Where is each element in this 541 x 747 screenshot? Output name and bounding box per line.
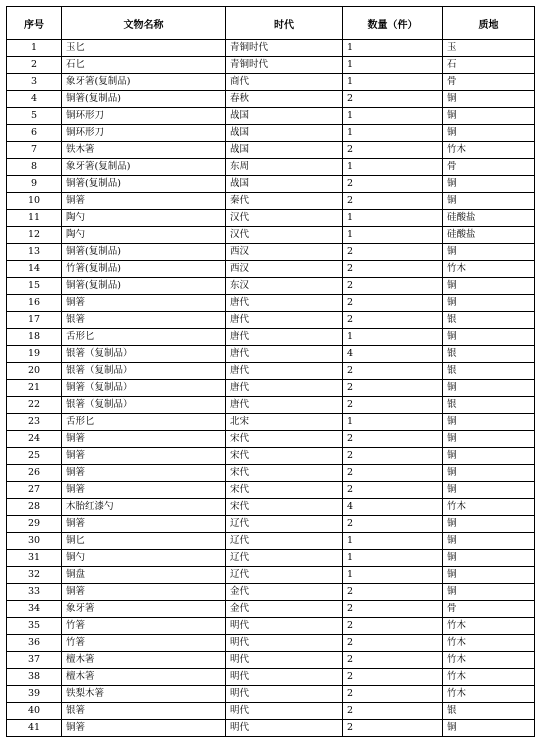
cell-quantity: 2 — [343, 635, 443, 652]
cell-material: 骨 — [443, 74, 535, 91]
table-row — [7, 295, 535, 312]
cell-index: 2 — [7, 57, 62, 74]
cell-index: 40 — [7, 703, 62, 720]
cell-name: 铜箸(复制品) — [62, 278, 226, 295]
cell-material: 铜 — [443, 193, 535, 210]
cell-name: 舌形匕 — [62, 329, 226, 346]
cell-material: 铜 — [443, 567, 535, 584]
cell-material: 铜 — [443, 176, 535, 193]
cell-name: 铜箸(复制品) — [62, 91, 226, 108]
table-row — [7, 329, 535, 346]
cell-era: 唐代 — [226, 363, 343, 380]
cell-era: 明代 — [226, 686, 343, 703]
header-index: 序号 — [7, 7, 62, 40]
cell-name: 铜匕 — [62, 533, 226, 550]
cell-quantity: 1 — [343, 227, 443, 244]
cell-quantity: 2 — [343, 720, 443, 737]
cell-name: 竹箸(复制品) — [62, 261, 226, 278]
cell-index: 17 — [7, 312, 62, 329]
cell-index: 41 — [7, 720, 62, 737]
header-era: 时代 — [226, 7, 343, 40]
cell-index: 21 — [7, 380, 62, 397]
table-row — [7, 193, 535, 210]
cell-era: 明代 — [226, 635, 343, 652]
cell-name: 竹箸 — [62, 635, 226, 652]
table-row — [7, 125, 535, 142]
table-body — [7, 40, 535, 737]
cell-quantity: 2 — [343, 448, 443, 465]
table-row — [7, 584, 535, 601]
cell-quantity: 2 — [343, 601, 443, 618]
cell-index: 22 — [7, 397, 62, 414]
cell-material: 铜 — [443, 533, 535, 550]
cell-era: 辽代 — [226, 533, 343, 550]
cell-quantity: 1 — [343, 567, 443, 584]
table-row — [7, 244, 535, 261]
cell-index: 12 — [7, 227, 62, 244]
cell-index: 10 — [7, 193, 62, 210]
cell-era: 商代 — [226, 74, 343, 91]
cell-name: 银箸 — [62, 703, 226, 720]
table-row — [7, 482, 535, 499]
artifact-table — [6, 6, 535, 737]
cell-quantity: 1 — [343, 74, 443, 91]
cell-era: 唐代 — [226, 346, 343, 363]
cell-name: 檀木箸 — [62, 652, 226, 669]
cell-era: 秦代 — [226, 193, 343, 210]
cell-name: 铜箸（复制品） — [62, 380, 226, 397]
table-row — [7, 618, 535, 635]
cell-quantity: 2 — [343, 669, 443, 686]
cell-quantity: 1 — [343, 414, 443, 431]
cell-era: 唐代 — [226, 312, 343, 329]
cell-index: 15 — [7, 278, 62, 295]
cell-quantity: 2 — [343, 584, 443, 601]
cell-name: 银箸（复制品） — [62, 363, 226, 380]
table-row — [7, 142, 535, 159]
cell-era: 宋代 — [226, 465, 343, 482]
table-row — [7, 261, 535, 278]
cell-quantity: 2 — [343, 142, 443, 159]
cell-era: 辽代 — [226, 516, 343, 533]
cell-index: 28 — [7, 499, 62, 516]
table-row — [7, 686, 535, 703]
cell-index: 20 — [7, 363, 62, 380]
cell-era: 唐代 — [226, 380, 343, 397]
cell-name: 铜箸 — [62, 448, 226, 465]
cell-era: 金代 — [226, 584, 343, 601]
cell-index: 18 — [7, 329, 62, 346]
cell-era: 汉代 — [226, 210, 343, 227]
cell-quantity: 2 — [343, 652, 443, 669]
table-row — [7, 91, 535, 108]
cell-quantity: 2 — [343, 482, 443, 499]
cell-index: 16 — [7, 295, 62, 312]
cell-index: 27 — [7, 482, 62, 499]
table-row — [7, 516, 535, 533]
cell-material: 铜 — [443, 482, 535, 499]
cell-index: 36 — [7, 635, 62, 652]
cell-index: 29 — [7, 516, 62, 533]
cell-quantity: 4 — [343, 499, 443, 516]
cell-name: 陶勺 — [62, 210, 226, 227]
cell-quantity: 2 — [343, 176, 443, 193]
cell-name: 铜箸(复制品) — [62, 176, 226, 193]
cell-era: 战国 — [226, 125, 343, 142]
cell-material: 银 — [443, 363, 535, 380]
cell-quantity: 1 — [343, 108, 443, 125]
table-row — [7, 601, 535, 618]
cell-era: 宋代 — [226, 431, 343, 448]
cell-index: 4 — [7, 91, 62, 108]
cell-name: 铜箸 — [62, 720, 226, 737]
cell-index: 9 — [7, 176, 62, 193]
cell-material: 硅酸盐 — [443, 227, 535, 244]
cell-name: 象牙箸 — [62, 601, 226, 618]
cell-index: 39 — [7, 686, 62, 703]
table-row — [7, 533, 535, 550]
cell-era: 西汉 — [226, 244, 343, 261]
cell-name: 象牙箸(复制品) — [62, 159, 226, 176]
table-row — [7, 448, 535, 465]
cell-material: 铜 — [443, 91, 535, 108]
cell-era: 汉代 — [226, 227, 343, 244]
table-row — [7, 40, 535, 57]
cell-material: 铜 — [443, 125, 535, 142]
cell-quantity: 2 — [343, 686, 443, 703]
cell-material: 银 — [443, 312, 535, 329]
cell-name: 铜勺 — [62, 550, 226, 567]
cell-index: 25 — [7, 448, 62, 465]
cell-quantity: 2 — [343, 363, 443, 380]
cell-name: 象牙箸(复制品) — [62, 74, 226, 91]
cell-material: 竹木 — [443, 652, 535, 669]
table-row — [7, 176, 535, 193]
table-row — [7, 499, 535, 516]
cell-material: 铜 — [443, 720, 535, 737]
cell-index: 1 — [7, 40, 62, 57]
table-row — [7, 74, 535, 91]
cell-era: 青铜时代 — [226, 57, 343, 74]
cell-era: 北宋 — [226, 414, 343, 431]
cell-era: 战国 — [226, 176, 343, 193]
cell-material: 玉 — [443, 40, 535, 57]
cell-quantity: 1 — [343, 159, 443, 176]
cell-quantity: 1 — [343, 210, 443, 227]
table-row — [7, 108, 535, 125]
cell-quantity: 2 — [343, 278, 443, 295]
cell-era: 明代 — [226, 669, 343, 686]
cell-index: 38 — [7, 669, 62, 686]
cell-material: 银 — [443, 397, 535, 414]
cell-quantity: 4 — [343, 346, 443, 363]
cell-era: 唐代 — [226, 295, 343, 312]
cell-index: 19 — [7, 346, 62, 363]
cell-material: 铜 — [443, 431, 535, 448]
cell-material: 竹木 — [443, 669, 535, 686]
cell-material: 铜 — [443, 584, 535, 601]
cell-index: 31 — [7, 550, 62, 567]
table-row — [7, 159, 535, 176]
cell-name: 铜箸 — [62, 482, 226, 499]
table-row — [7, 567, 535, 584]
cell-quantity: 1 — [343, 40, 443, 57]
cell-quantity: 2 — [343, 91, 443, 108]
table-row — [7, 278, 535, 295]
cell-material: 铜 — [443, 516, 535, 533]
table-row — [7, 465, 535, 482]
cell-era: 唐代 — [226, 329, 343, 346]
cell-name: 铜箸 — [62, 516, 226, 533]
cell-index: 23 — [7, 414, 62, 431]
cell-name: 银箸 — [62, 312, 226, 329]
cell-name: 银箸（复制品） — [62, 346, 226, 363]
cell-name: 铜盘 — [62, 567, 226, 584]
cell-era: 明代 — [226, 720, 343, 737]
cell-name: 陶勺 — [62, 227, 226, 244]
cell-name: 铁木箸 — [62, 142, 226, 159]
cell-material: 铜 — [443, 244, 535, 261]
table-row — [7, 652, 535, 669]
cell-quantity: 2 — [343, 618, 443, 635]
cell-name: 竹箸 — [62, 618, 226, 635]
cell-era: 西汉 — [226, 261, 343, 278]
cell-material: 竹木 — [443, 686, 535, 703]
table-row — [7, 380, 535, 397]
cell-name: 铜环形刀 — [62, 125, 226, 142]
cell-index: 26 — [7, 465, 62, 482]
table-row — [7, 431, 535, 448]
cell-era: 明代 — [226, 652, 343, 669]
cell-era: 青铜时代 — [226, 40, 343, 57]
cell-index: 13 — [7, 244, 62, 261]
table-row — [7, 210, 535, 227]
table-row — [7, 720, 535, 737]
cell-index: 33 — [7, 584, 62, 601]
header-row — [7, 7, 535, 40]
cell-index: 8 — [7, 159, 62, 176]
table-row — [7, 346, 535, 363]
cell-material: 铜 — [443, 329, 535, 346]
cell-index: 30 — [7, 533, 62, 550]
cell-era: 战国 — [226, 142, 343, 159]
cell-name: 银箸（复制品） — [62, 397, 226, 414]
cell-era: 辽代 — [226, 567, 343, 584]
cell-name: 铁梨木箸 — [62, 686, 226, 703]
cell-quantity: 2 — [343, 244, 443, 261]
cell-quantity: 2 — [343, 431, 443, 448]
cell-material: 铜 — [443, 550, 535, 567]
cell-era: 明代 — [226, 618, 343, 635]
cell-material: 竹木 — [443, 635, 535, 652]
cell-quantity: 1 — [343, 550, 443, 567]
cell-index: 34 — [7, 601, 62, 618]
table-row — [7, 703, 535, 720]
table-row — [7, 57, 535, 74]
cell-quantity: 2 — [343, 380, 443, 397]
cell-material: 石 — [443, 57, 535, 74]
cell-quantity: 1 — [343, 533, 443, 550]
cell-era: 春秋 — [226, 91, 343, 108]
cell-index: 7 — [7, 142, 62, 159]
cell-quantity: 2 — [343, 193, 443, 210]
cell-index: 14 — [7, 261, 62, 278]
table-row — [7, 669, 535, 686]
cell-name: 石匕 — [62, 57, 226, 74]
cell-quantity: 2 — [343, 312, 443, 329]
cell-index: 3 — [7, 74, 62, 91]
cell-material: 铜 — [443, 295, 535, 312]
cell-quantity: 2 — [343, 465, 443, 482]
cell-name: 铜箸 — [62, 465, 226, 482]
cell-era: 宋代 — [226, 499, 343, 516]
table-row — [7, 414, 535, 431]
cell-quantity: 1 — [343, 329, 443, 346]
table-row — [7, 363, 535, 380]
cell-material: 银 — [443, 703, 535, 720]
cell-era: 宋代 — [226, 482, 343, 499]
cell-era: 明代 — [226, 703, 343, 720]
cell-index: 32 — [7, 567, 62, 584]
cell-material: 铜 — [443, 380, 535, 397]
cell-index: 6 — [7, 125, 62, 142]
cell-material: 骨 — [443, 159, 535, 176]
cell-name: 舌形匕 — [62, 414, 226, 431]
cell-material: 竹木 — [443, 499, 535, 516]
cell-name: 玉匕 — [62, 40, 226, 57]
cell-era: 战国 — [226, 108, 343, 125]
cell-era: 东汉 — [226, 278, 343, 295]
cell-index: 37 — [7, 652, 62, 669]
header-name: 文物名称 — [62, 7, 226, 40]
cell-quantity: 1 — [343, 125, 443, 142]
cell-material: 铜 — [443, 465, 535, 482]
cell-quantity: 2 — [343, 295, 443, 312]
cell-material: 骨 — [443, 601, 535, 618]
table-row — [7, 312, 535, 329]
cell-name: 铜箸 — [62, 584, 226, 601]
table-row — [7, 635, 535, 652]
table-row — [7, 550, 535, 567]
cell-name: 铜箸 — [62, 431, 226, 448]
cell-index: 35 — [7, 618, 62, 635]
cell-material: 竹木 — [443, 618, 535, 635]
cell-name: 铜箸(复制品) — [62, 244, 226, 261]
cell-name: 铜箸 — [62, 295, 226, 312]
cell-name: 檀木箸 — [62, 669, 226, 686]
cell-era: 宋代 — [226, 448, 343, 465]
header-quantity: 数量（件） — [343, 7, 443, 40]
cell-era: 东周 — [226, 159, 343, 176]
cell-material: 铜 — [443, 108, 535, 125]
cell-name: 铜箸 — [62, 193, 226, 210]
cell-material: 铜 — [443, 278, 535, 295]
table-row — [7, 227, 535, 244]
cell-index: 24 — [7, 431, 62, 448]
cell-era: 唐代 — [226, 397, 343, 414]
cell-name: 铜环形刀 — [62, 108, 226, 125]
cell-name: 木胎红漆勺 — [62, 499, 226, 516]
cell-material: 银 — [443, 346, 535, 363]
cell-quantity: 2 — [343, 261, 443, 278]
cell-quantity: 2 — [343, 516, 443, 533]
cell-material: 竹木 — [443, 261, 535, 278]
header-material: 质地 — [443, 7, 535, 40]
cell-quantity: 1 — [343, 57, 443, 74]
cell-era: 金代 — [226, 601, 343, 618]
cell-material: 竹木 — [443, 142, 535, 159]
cell-material: 铜 — [443, 448, 535, 465]
cell-index: 11 — [7, 210, 62, 227]
table-row — [7, 397, 535, 414]
cell-quantity: 2 — [343, 397, 443, 414]
cell-index: 5 — [7, 108, 62, 125]
cell-material: 硅酸盐 — [443, 210, 535, 227]
cell-quantity: 2 — [343, 703, 443, 720]
cell-material: 铜 — [443, 414, 535, 431]
cell-era: 辽代 — [226, 550, 343, 567]
